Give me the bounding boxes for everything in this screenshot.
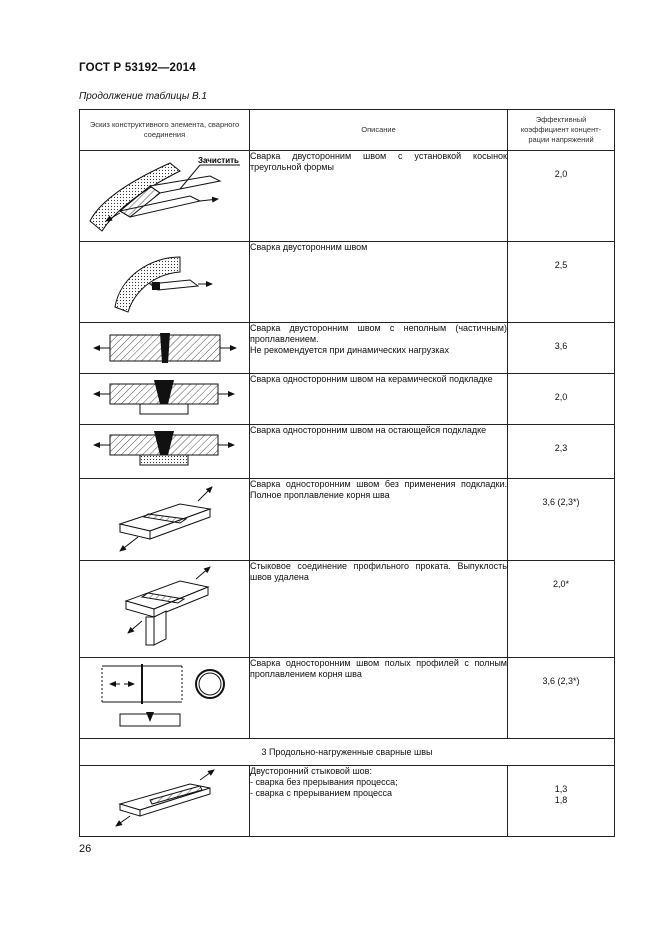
row-coefficient: 2,0* [552, 579, 569, 589]
row-description: Сварка односторонним швом на керамической подкладке [250, 374, 508, 425]
table-row [80, 479, 615, 561]
row-coefficient: 1,3 [554, 784, 568, 794]
weld-table [79, 109, 615, 837]
sketch-double-sided-weld [80, 242, 250, 323]
sketch-partial-penetration [80, 323, 250, 374]
sketch-ceramic-backing [80, 374, 250, 425]
section-title: 3 Продольно-нагруженные сварные швы [80, 739, 615, 766]
row-description: Стыковое соединение профильного проката. Выпуклость швов удалена [250, 561, 508, 658]
row-description: Сварка односторонним швом на остающейся подкладке [250, 425, 508, 479]
row-description: Сварка односторонним швом без применения подкладки. Полное проплавление корня шва [250, 479, 508, 561]
description-line: Не рекомендуется при динамических нагрузках [250, 345, 449, 355]
table-header-row [80, 110, 615, 151]
table-row [80, 766, 615, 837]
row-coefficient: 2,0 [554, 169, 568, 179]
description-line: - сварка без прерывания процесса; [250, 777, 398, 787]
sketch-gusset-weld [80, 151, 250, 242]
row-coefficient: 2,0 [554, 392, 568, 402]
sketch-hollow-profiles [80, 658, 250, 739]
section-row [80, 739, 615, 766]
header-coefficient: Эффективный коэффициент концент-рации напряжений [508, 110, 615, 151]
sketch-profile-butt-joint [80, 561, 250, 658]
sketch-no-backing-plate [80, 479, 250, 561]
sketch-permanent-backing [80, 425, 250, 479]
description-line: Сварка двусторонним швом с неполным (частичным) проплавлением. [250, 323, 507, 344]
description-line: Двусторонний стыковой шов: [250, 766, 372, 776]
row-coefficient: 3,6 [554, 341, 568, 351]
sketch-longitudinal-butt-weld [80, 766, 250, 837]
description-line: - сварка с прерыванием процесса [250, 788, 393, 798]
table-row [80, 323, 615, 374]
row-coefficient: 1,8 [554, 795, 568, 805]
table-row [80, 425, 615, 479]
header-description: Описание [250, 110, 508, 151]
row-description [250, 766, 508, 837]
page-number: 26 [79, 843, 92, 855]
header-sketch: Эскиз конструктивного элемента, сварного соединения [80, 110, 250, 151]
table-row [80, 658, 615, 739]
row-coefficient: 2,5 [554, 260, 568, 270]
table-row [80, 242, 615, 323]
row-coefficient: 3,6 (2,3*) [542, 497, 580, 507]
row-coefficient: 3,6 (2,3*) [542, 676, 580, 686]
row-description: Сварка односторонним швом полых профилей с полным проплавлением корня шва [250, 658, 508, 739]
sketch-label-clean: Зачистить [198, 156, 239, 165]
row-description: Сварка двусторонним швом с установкой косынок треугольной формы [250, 151, 508, 242]
row-coefficient: 2,3 [554, 443, 568, 453]
table-row [80, 151, 615, 242]
document-header: ГОСТ Р 53192—2014 [79, 62, 196, 74]
table-row [80, 561, 615, 658]
row-description: Сварка двусторонним швом [250, 242, 508, 323]
table-row [80, 374, 615, 425]
table-continuation-caption: Продолжение таблицы В.1 [79, 91, 207, 102]
row-description [250, 323, 508, 374]
